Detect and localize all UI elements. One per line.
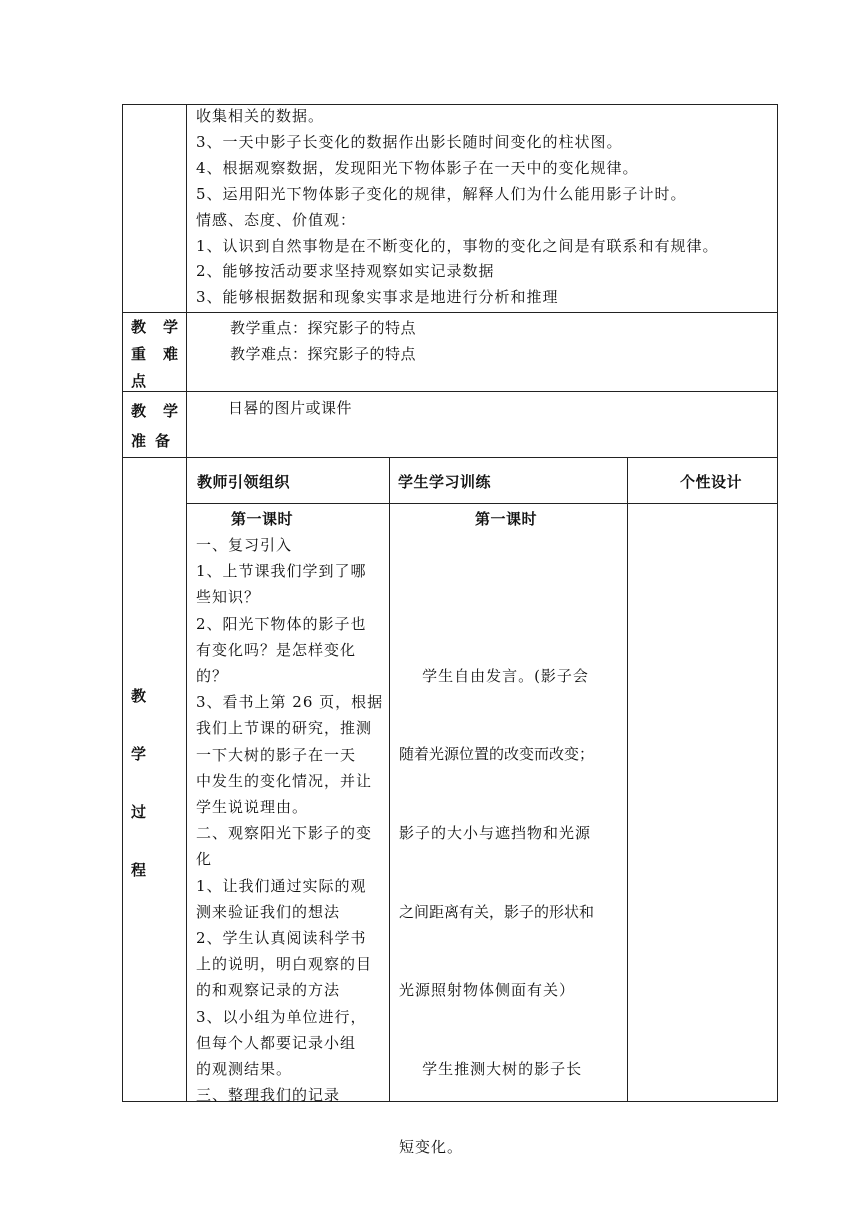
process-label-char: 程	[131, 861, 147, 879]
objectives-text	[196, 104, 719, 311]
teacher-line: 三、整理我们的记录	[196, 1086, 341, 1105]
objectives-line: 1、认识到自然事物是在不断变化的，事物的变化之间是有联系和有规律。	[196, 236, 719, 255]
student-line: 学生推测大树的影子长	[399, 1059, 583, 1078]
student-line: 短变化。	[399, 1138, 464, 1157]
teacher-line: 我们上节课的研究，推测	[196, 719, 373, 738]
teacher-line: 二、观察阳光下影子的变	[196, 824, 373, 843]
teacher-line: 3、以小组为单位进行，	[196, 1007, 367, 1026]
key-points-label-char: 教	[131, 318, 147, 336]
student-line	[399, 584, 625, 610]
key-points-label-char: 学	[163, 318, 179, 336]
teacher-line: 的？	[196, 667, 229, 686]
preparation-content: 日晷的图片或课件	[228, 399, 353, 417]
teacher-line: 3、看书上第 26 页，根据	[196, 693, 384, 712]
objectives-line: 3、一天中影子长变化的数据作出影长随时间变化的柱状图。	[196, 132, 623, 151]
student-line: 学生自由发言。(影子会	[399, 666, 589, 685]
process-label-char: 过	[131, 803, 147, 821]
teacher-line: 测来验证我们的想法	[196, 902, 341, 921]
teaching-focus: 教学重点：探究影子的特点	[230, 319, 417, 337]
header-teacher: 教师引领组织	[197, 473, 291, 491]
student-column-text	[399, 532, 625, 1213]
table-border-right	[777, 104, 778, 1102]
teacher-line: 的观测结果。	[196, 1060, 293, 1079]
key-points-label-char: 重	[131, 345, 147, 363]
teacher-line: 有变化吗？是怎样变化	[196, 640, 357, 659]
student-lesson-title: 第一课时	[475, 510, 538, 528]
student-line: 光源照射物体侧面有关）	[399, 981, 576, 1000]
table-border-left	[122, 104, 123, 1102]
teacher-lesson-title: 第一课时	[231, 510, 294, 528]
teacher-line: 化	[196, 850, 213, 869]
teacher-line: 一下大树的影子在一天	[196, 745, 357, 764]
teacher-line: 学生说说理由。	[196, 798, 309, 817]
header-student: 学生学习训练	[398, 473, 492, 491]
objectives-line: 5、运用阳光下物体影子变化的规律，解释人们为什么能用影子计时。	[196, 184, 687, 203]
teaching-difficulty: 教学难点：探究影子的特点	[230, 345, 417, 363]
teacher-line: 上的说明，明白观察的目	[196, 955, 373, 974]
process-label-char: 教	[131, 687, 147, 705]
objectives-line: 2、能够按活动要求坚持观察如实记录数据	[196, 262, 495, 281]
row-divider-process	[122, 457, 778, 458]
teacher-line: 2、学生认真阅读科学书	[196, 929, 367, 948]
key-points-label-char: 难	[163, 345, 179, 363]
teacher-line: 的和观察记录的方法	[196, 981, 341, 1000]
objectives-line: 收集相关的数据。	[196, 107, 325, 125]
teacher-line: 些知识？	[196, 588, 261, 607]
student-line: 随着光源位置的改变而改变；	[399, 745, 595, 764]
label-column-divider	[186, 104, 187, 1102]
personal-design-cell	[628, 504, 777, 1101]
teacher-line: 但每个人都要记录小组	[196, 1033, 357, 1052]
teacher-line: 1、上节课我们学到了哪	[196, 562, 367, 581]
teacher-line: 一、复习引入	[196, 536, 293, 554]
preparation-label-char: 教	[131, 402, 147, 420]
row-divider-preparation	[122, 391, 778, 392]
header-personal: 个性设计	[680, 473, 743, 491]
preparation-label-char: 准	[131, 432, 147, 450]
objectives-line: 4、根据观察数据，发现阳光下物体影子在一天中的变化规律。	[196, 158, 639, 177]
preparation-label-char: 学	[163, 402, 179, 420]
preparation-label-char: 备	[155, 432, 171, 450]
teacher-column-text	[196, 532, 386, 1108]
student-line: 影子的大小与遮挡物和光源	[399, 824, 592, 843]
objectives-line: 情感、态度、价值观：	[196, 210, 357, 229]
teacher-line: 中发生的变化情况，并让	[196, 771, 373, 790]
student-line: 之间距离有关，影子的形状和	[399, 902, 595, 921]
teacher-line: 1、让我们通过实际的观	[196, 876, 367, 895]
row-divider-key-points	[122, 312, 778, 313]
column-divider-teacher-student	[389, 457, 390, 1102]
objectives-line: 3、能够根据数据和现象实事求是地进行分析和推理	[196, 288, 559, 307]
process-label-char: 学	[131, 745, 147, 763]
teacher-line: 2、阳光下物体的影子也	[196, 614, 367, 633]
key-points-label-char: 点	[131, 372, 147, 390]
